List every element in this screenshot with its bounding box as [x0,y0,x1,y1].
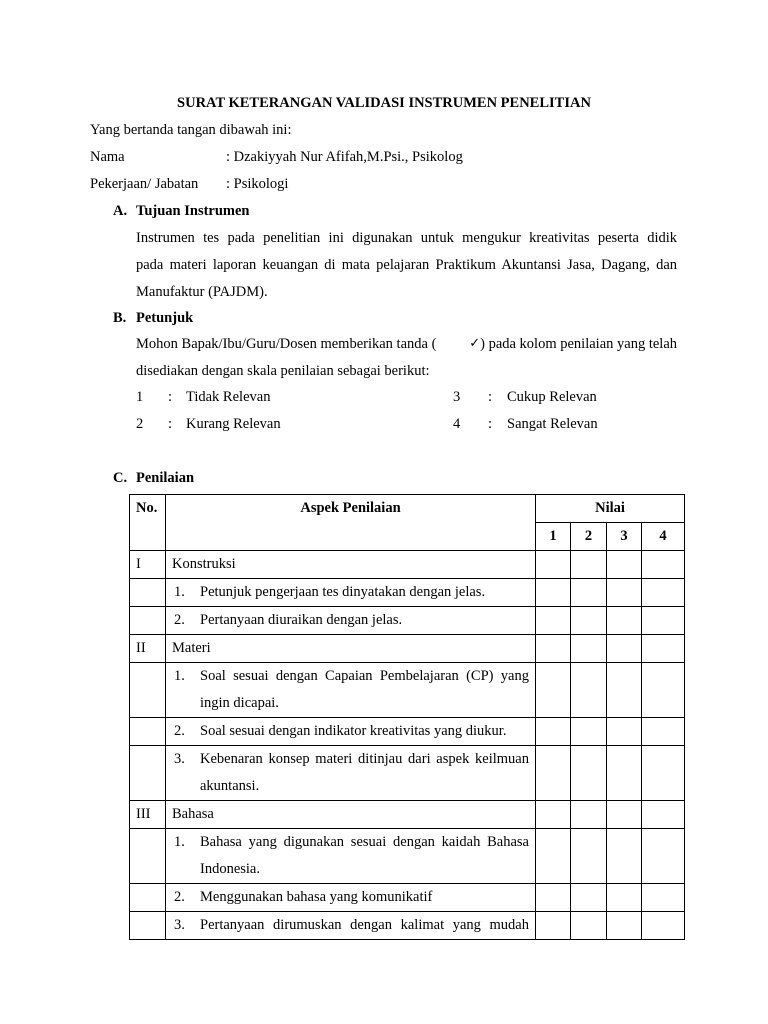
score-cell[interactable] [642,607,685,635]
header-aspect: Aspek Penilaian [166,495,536,551]
score-cell[interactable] [571,746,607,801]
scale-2-num: 2 [136,416,144,432]
section-b-heading: Petunjuk [136,310,194,326]
section-a-heading: Tujuan Instrumen [136,203,250,219]
score-cell[interactable] [642,884,685,912]
score-cell[interactable] [571,829,607,884]
score-cell[interactable] [571,551,607,579]
item-number: 2. [174,723,185,739]
score-cell[interactable] [571,801,607,829]
item-text: Pertanyaan dirumuskan dengan kalimat yang mudah [200,917,529,933]
item-number: 1. [174,834,185,850]
header-score-2: 2 [571,523,607,551]
score-cell[interactable] [571,607,607,635]
group-name: Konstruksi [166,551,536,579]
score-cell[interactable] [607,551,642,579]
scale-2-label: Kurang Relevan [186,416,281,432]
table-row [130,884,685,912]
item-text: Pertanyaan diuraikan dengan jelas. [200,612,403,628]
instruction-line-2: disediakan dengan skala penilaian sebagai berikut: [136,363,430,379]
score-cell[interactable] [536,746,571,801]
table-row [130,718,685,746]
group-no: III [130,801,166,829]
score-cell[interactable] [536,801,571,829]
score-cell[interactable] [536,829,571,884]
score-cell[interactable] [642,801,685,829]
table-row [130,829,685,884]
section-a-marker: A. [113,203,128,219]
item-text-cont: Indonesia. [200,861,260,877]
section-a-line-1: Instrumen tes pada penelitian ini digunakan untuk mengukur kreativitas peserta didik [136,230,677,246]
score-cell[interactable] [571,912,607,940]
table-row [130,579,685,607]
item-text: Petunjuk pengerjaan tes dinyatakan dengan jelas. [200,584,486,600]
instruction-pre: Mohon Bapak/Ibu/Guru/Dosen memberikan tanda ( [136,336,437,352]
score-cell[interactable] [607,663,642,718]
item-text: Soal sesuai dengan Capaian Pembelajaran (CP) yang [200,668,529,684]
group-name: Materi [166,635,536,663]
table-row [130,912,685,940]
score-cell[interactable] [536,607,571,635]
scale-4-num: 4 [453,416,461,432]
document-title: SURAT KETERANGAN VALIDASI INSTRUMEN PENELITIAN [177,95,591,111]
item-text-cont: ingin dicapai. [200,695,279,711]
item-number: 3. [174,751,185,767]
item-text: Kebenaran konsep materi ditinjau dari aspek keilmuan [200,751,529,767]
checkmark-icon: ✓ [469,336,481,351]
score-cell[interactable] [607,635,642,663]
score-cell[interactable] [607,801,642,829]
score-cell[interactable] [642,829,685,884]
score-cell[interactable] [607,746,642,801]
item-number: 1. [174,584,185,600]
score-cell[interactable] [536,663,571,718]
score-cell[interactable] [607,607,642,635]
item-text-cont: akuntansi. [200,778,260,794]
scale-3-num: 3 [453,389,461,405]
table-row [130,607,685,635]
score-cell[interactable] [642,746,685,801]
job-label: Pekerjaan/ Jabatan [90,176,199,192]
assessment-table [129,494,685,940]
table-row [130,801,685,829]
name-value: : Dzakiyyah Nur Afifah,M.Psi., Psikolog [226,149,463,165]
score-cell[interactable] [642,663,685,718]
header-score-1: 1 [536,523,571,551]
scale-1-label: Tidak Relevan [186,389,271,405]
group-no: II [130,635,166,663]
table-row [130,551,685,579]
score-cell[interactable] [571,579,607,607]
header-no: No. [130,495,166,551]
score-cell[interactable] [642,635,685,663]
score-cell[interactable] [607,829,642,884]
score-cell[interactable] [571,884,607,912]
item-text: Bahasa yang digunakan sesuai dengan kaidah Bahasa [200,834,529,850]
score-cell[interactable] [642,912,685,940]
section-b-marker: B. [113,310,127,326]
item-text: Soal sesuai dengan indikator kreativitas yang diukur. [200,723,507,739]
score-cell[interactable] [607,884,642,912]
score-cell[interactable] [571,718,607,746]
scale-2-colon: : [168,416,173,432]
section-c-marker: C. [113,470,128,486]
section-c-heading: Penilaian [136,470,195,486]
item-number: 3. [174,917,185,933]
score-cell[interactable] [571,663,607,718]
section-a-line-3: Manufaktur (PAJDM). [136,284,268,300]
scale-1-colon: : [168,389,173,405]
score-cell[interactable] [536,884,571,912]
group-name: Bahasa [166,801,536,829]
score-cell[interactable] [642,579,685,607]
instruction-line-1 [136,337,677,352]
score-cell[interactable] [536,551,571,579]
score-cell[interactable] [536,912,571,940]
header-score-3: 3 [607,523,642,551]
item-number: 2. [174,889,185,905]
score-cell[interactable] [642,718,685,746]
score-cell[interactable] [536,635,571,663]
scale-4-colon: : [488,416,493,432]
header-score: Nilai [536,495,685,523]
section-a-line-2: pada materi laporan keuangan di mata pelajaran Praktikum Akuntansi Jasa, Dagang, dan [136,257,677,273]
score-cell[interactable] [607,718,642,746]
instruction-post: ) pada kolom penilaian yang telah [480,336,677,352]
intro-text: Yang bertanda tangan dibawah ini: [90,122,292,138]
table-row [130,635,685,663]
instruction-text [136,337,469,352]
score-cell[interactable] [571,635,607,663]
job-value: : Psikologi [226,176,289,192]
name-label: Nama [90,149,125,165]
table-row [130,746,685,801]
header-score-4: 4 [642,523,685,551]
scale-4-label: Sangat Relevan [507,416,598,432]
item-number: 2. [174,612,185,628]
score-cell[interactable] [607,579,642,607]
score-cell[interactable] [642,551,685,579]
scale-1-num: 1 [136,389,144,405]
score-cell[interactable] [536,718,571,746]
score-cell[interactable] [536,579,571,607]
table-row [130,663,685,718]
item-text: Menggunakan bahasa yang komunikatif [200,889,433,905]
scale-3-label: Cukup Relevan [507,389,597,405]
scale-3-colon: : [488,389,493,405]
item-number: 1. [174,668,185,684]
score-cell[interactable] [607,912,642,940]
group-no: I [130,551,166,579]
